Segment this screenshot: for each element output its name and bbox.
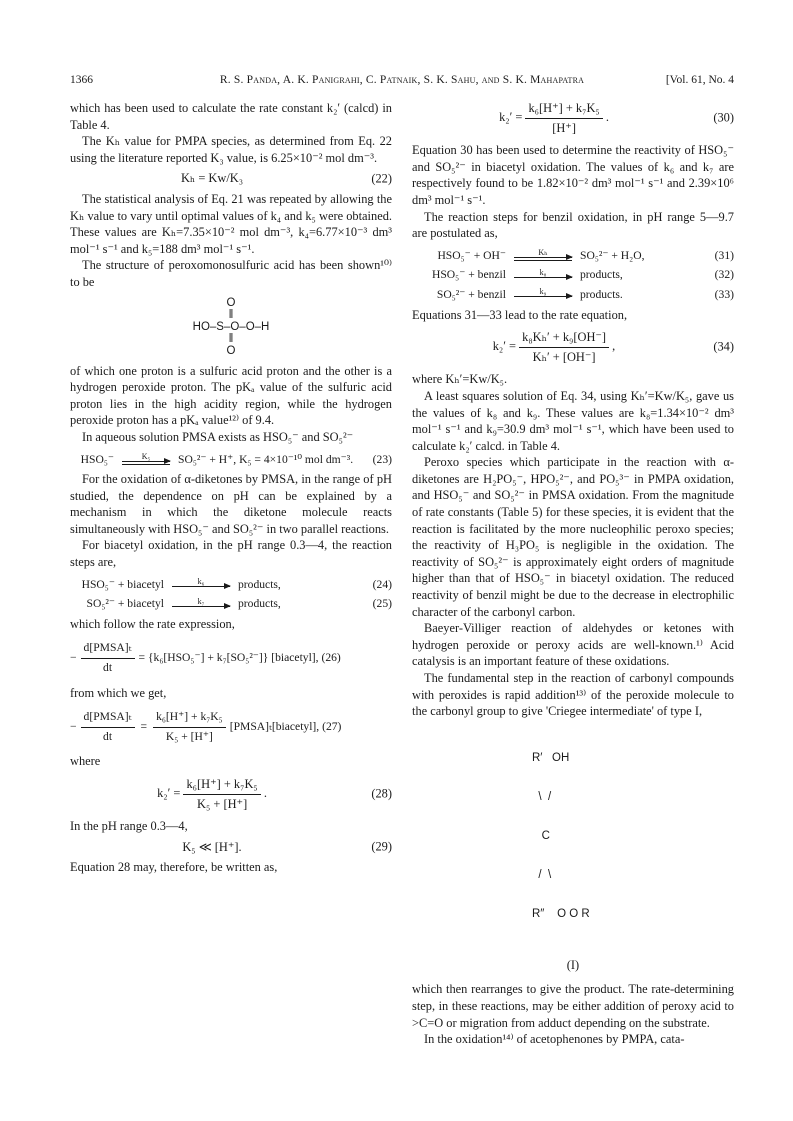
- equation-26: [70, 640, 392, 676]
- paragraph: The structure of peroxomonosulfuric acid has been shown¹⁰⁾ to be: [70, 258, 392, 289]
- rate-constant-label: k₉: [539, 287, 547, 297]
- paragraph: The fundamental step in the reaction of carbonyl compounds with peroxides is rapid addition¹³⁾ of the peroxide molecule to the carbonyl group to give 'Criegee intermediate' of type I,: [412, 671, 734, 719]
- equilibrium-arrow: [120, 453, 172, 467]
- reaction-32: [412, 267, 734, 284]
- rate-fraction: [519, 329, 609, 365]
- paragraph: In the oxidation¹⁴⁾ of acetophenones by PMPA, cata-: [424, 1032, 685, 1047]
- reaction-arrow: [170, 578, 232, 592]
- products: products,: [238, 597, 281, 611]
- equation-number: (22): [371, 171, 392, 186]
- paragraph: For biacetyl oxidation, in the pH range 0.3—4, the reaction steps are,: [70, 538, 392, 570]
- fraction-denominator: K₅ + [H⁺]: [197, 796, 248, 811]
- reactant: HSO₅⁻ + benzil: [431, 268, 506, 282]
- left-column: [70, 100, 392, 876]
- structure-oxygen-bottom: O: [226, 344, 236, 357]
- equation-lhs: k₂′ =: [157, 785, 181, 800]
- rate-constant-label: k₆: [197, 576, 205, 586]
- equation-body: K₅ ≪ [H⁺].: [182, 839, 242, 854]
- equation-34: [412, 329, 734, 365]
- paragraph: which has been used to calculate the rate constant k₂′ (calcd) in Table 4.: [70, 101, 392, 132]
- fraction-numerator: k₆[H⁺] + k₇K₅: [525, 100, 602, 119]
- structure-label: (I): [566, 957, 580, 972]
- products: SO₅²⁻ + H⁺, K₅ = 4×10⁻¹⁰ mol dm⁻³.: [178, 452, 354, 466]
- equals-sign: =: [140, 720, 148, 734]
- reaction-31: [412, 248, 734, 265]
- paragraph: where: [70, 754, 101, 769]
- rate-constant-label: K₅: [141, 451, 151, 461]
- rate-constant-label: k₇: [197, 596, 205, 606]
- peroxomonosulfuric-acid-structure: [70, 297, 392, 357]
- equation-number: (23): [372, 452, 392, 466]
- paragraph: from which we get,: [70, 685, 167, 700]
- reaction-24: [70, 577, 392, 594]
- reactant: HSO₅⁻ + OH⁻: [437, 248, 506, 262]
- criegee-intermediate-structure: [532, 726, 734, 947]
- structure-double-bond-bottom: ǁ: [228, 332, 234, 345]
- reaction-33: [412, 287, 734, 304]
- equation-lhs: k₂′ =: [492, 339, 517, 354]
- paragraph: Baeyer-Villiger reaction of aldehydes or ketones with hydrogen peroxide or peroxy acids are well-known.¹⁾ Acid catalysis is an important feature of these oxidations.: [412, 621, 734, 669]
- equation-tail: [PMSA]ₜ[biacetyl], (27): [229, 720, 342, 734]
- equation-27: [70, 709, 392, 745]
- paragraph: of which one proton is a sulfuric acid proton and the other is a hydrogen peroxide proton. The pKₐ value of the sulfuric acid proton lies in the high acidity region, while the hydrogen peroxide proton has a pKₐ value¹²⁾ of 9.4.: [70, 363, 392, 428]
- equation-body: Kₕ = Kw/K₃: [180, 171, 244, 186]
- equation-number: (24): [372, 577, 392, 591]
- equation-23: [70, 452, 392, 469]
- right-column: [412, 100, 734, 1048]
- equation-30: [412, 100, 734, 136]
- equation-29: [70, 839, 392, 856]
- equation-number: (29): [371, 839, 392, 854]
- fraction-numerator: d[PMSA]ₜ: [81, 709, 135, 728]
- paragraph: In the pH range 0.3—4,: [70, 819, 188, 834]
- equation-rhs: = {k₆[HSO₅⁻] + k₇[SO₅²⁻]} [biacetyl], (26): [138, 651, 341, 665]
- fraction-numerator: k₈Kₕ′ + k₉[OH⁻]: [519, 329, 609, 348]
- reaction-arrow: [170, 598, 232, 612]
- equation-22: [70, 170, 392, 187]
- products: products.: [580, 287, 623, 301]
- paragraph: Peroxo species which participate in the reaction with α-diketones are H₂PO₅⁻, HPO₅²⁻, and PO₅³⁻ in PMPA oxidation, and HSO₅⁻ and SO₅²⁻ in PMSA oxidation. From the magnitude of rate constants (Table 5) for these species, it is evident that the reaction is facilitated by the more nucleophilic peroxo species; the reactivity of H₃PO₅ is negligible in the oxidation. The reactivity of SO₅²⁻ is approximately eight orders of magnitude higher than that of HSO₅⁻ in biacetyl oxidation. The reduced reactivity of benzil might be due to the decrease in electrophilic character of the carbonyl carbon.: [412, 455, 734, 619]
- fraction-denominator: Kₕ′ + [OH⁻]: [532, 349, 596, 364]
- rate-constant-label: Kₕ: [538, 248, 548, 258]
- fraction-denominator: dt: [103, 729, 113, 743]
- paragraph: where Kₕ′=Kw/K₅.: [412, 372, 508, 387]
- reactant: HSO₅⁻ + biacetyl: [81, 577, 164, 591]
- equilibrium-arrow: [512, 249, 574, 263]
- paragraph: The reaction steps for benzil oxidation, in pH range 5—9.7 are postulated as,: [412, 209, 734, 241]
- fraction-numerator: d[PMSA]ₜ: [81, 640, 135, 659]
- fraction-denominator: [H⁺]: [552, 120, 576, 135]
- products: SO₅²⁻ + H₂O,: [580, 248, 645, 262]
- structure-line: R″ O O R: [532, 907, 590, 920]
- paragraph: The statistical analysis of Eq. 21 was repeated by allowing the Kₕ value to vary until optimal values of k₄ and k₅ were obtained. These values are Kₕ=7.35×10⁻² mol dm⁻³, k₄=6.77×10⁻³ dm³ mol⁻¹ s⁻¹ and k₅=188 dm³ mol⁻¹ s⁻¹.: [70, 191, 392, 256]
- paragraph: Equation 28 may, therefore, be written as,: [70, 860, 278, 875]
- reaction-arrow: [512, 288, 574, 302]
- volume-label: [Vol. 61, No. 4: [665, 74, 734, 86]
- fraction-numerator: k₆[H⁺] + k₇K₅: [183, 776, 260, 795]
- paragraph: The Kₕ value for PMPA species, as determined from Eq. 22 using the literature reported K₃ value, is 6.25×10⁻² mol dm⁻³.: [70, 134, 392, 165]
- reaction-arrow: [512, 269, 574, 283]
- paragraph: For the oxidation of α-diketones by PMSA, in the range of pH studied, the dependence on pH can be explained by a mechanism in which the diketone molecule reacts simultaneously with HSO₅⁻ and SO₅²⁻ in two parallel reactions.: [70, 472, 392, 536]
- equation-number: (30): [713, 110, 734, 125]
- minus-sign: −: [70, 651, 77, 665]
- running-authors: R. S. Panda, A. K. Panigrahi, C. Patnaik, S. K. Sahu, and S. K. Mahapatra: [219, 74, 585, 86]
- equation-number: (34): [713, 339, 734, 354]
- page-number: 1366: [70, 74, 93, 86]
- equation-number: (31): [714, 248, 734, 262]
- paragraph: A least squares solution of Eq. 34, using Kₕ′=Kw/K₅, gave us the values of k₈ and k₉. These values are k₈=1.34×10⁻² dm³ mol⁻¹ s⁻¹ and k₉=30.9 dm³ mol⁻¹ s⁻¹, which have been used to calculate k₂′ calcd. in Table 4.: [412, 388, 734, 453]
- reactant: SO₅²⁻ + benzil: [436, 287, 506, 301]
- equation-number: (33): [714, 287, 734, 301]
- minus-sign: −: [70, 720, 77, 734]
- structure-line: \ /: [532, 790, 552, 803]
- structure-oxygen-top: O: [226, 296, 236, 309]
- page-header: [70, 74, 734, 90]
- derivative-fraction: [81, 640, 135, 676]
- structure-line: / \: [532, 868, 552, 881]
- rate-fraction: [525, 100, 602, 136]
- structure-line: C: [532, 829, 550, 842]
- paragraph: In aqueous solution PMSA exists as HSO₅⁻ and SO₅²⁻: [82, 429, 354, 444]
- products: products,: [580, 268, 623, 282]
- derivative-fraction: [81, 709, 135, 745]
- rate-fraction: [183, 776, 260, 812]
- products: products,: [238, 577, 281, 591]
- reaction-25: [70, 596, 392, 613]
- rate-constant-label: k₈: [539, 267, 547, 277]
- equation-tail: ,: [612, 339, 616, 354]
- equation-tail: .: [263, 785, 267, 800]
- fraction-numerator: k₆[H⁺] + k₇K₅: [153, 709, 226, 728]
- paragraph: which then rearranges to give the product. The rate-determining step, in these reactions, may be either addition of peroxy acid to >C=O or migration from adduct depending on the substrate.: [412, 982, 734, 1030]
- equation-28: [70, 776, 392, 812]
- fraction-denominator: K₅ + [H⁺]: [165, 729, 213, 743]
- equation-lhs: k₂′ =: [499, 109, 523, 124]
- reactant: HSO₅⁻: [80, 452, 114, 466]
- structure-line: R′ OH: [532, 751, 570, 764]
- rate-fraction: [153, 709, 226, 745]
- reactant: SO₅²⁻ + biacetyl: [86, 597, 164, 611]
- equation-number: (28): [371, 786, 392, 801]
- equation-tail: .: [605, 109, 609, 124]
- equation-number: (32): [714, 268, 734, 282]
- fraction-denominator: dt: [103, 661, 113, 675]
- equation-number: (25): [372, 597, 392, 611]
- paragraph: Equation 30 has been used to determine the reactivity of HSO₅⁻ and SO₅²⁻ in biacetyl oxidation. The values of k₆ and k₇ are respectively found to be 1.82×10⁻² dm³ mol⁻¹ s⁻¹ and 2.39×10⁶ dm³ mol⁻¹ s⁻¹.: [412, 143, 734, 207]
- structure-chain: HO–S–O–O–H: [192, 320, 270, 333]
- paragraph: Equations 31—33 lead to the rate equation,: [412, 307, 628, 322]
- paragraph: which follow the rate expression,: [70, 616, 235, 631]
- structure-double-bond-top: ǁ: [228, 308, 234, 321]
